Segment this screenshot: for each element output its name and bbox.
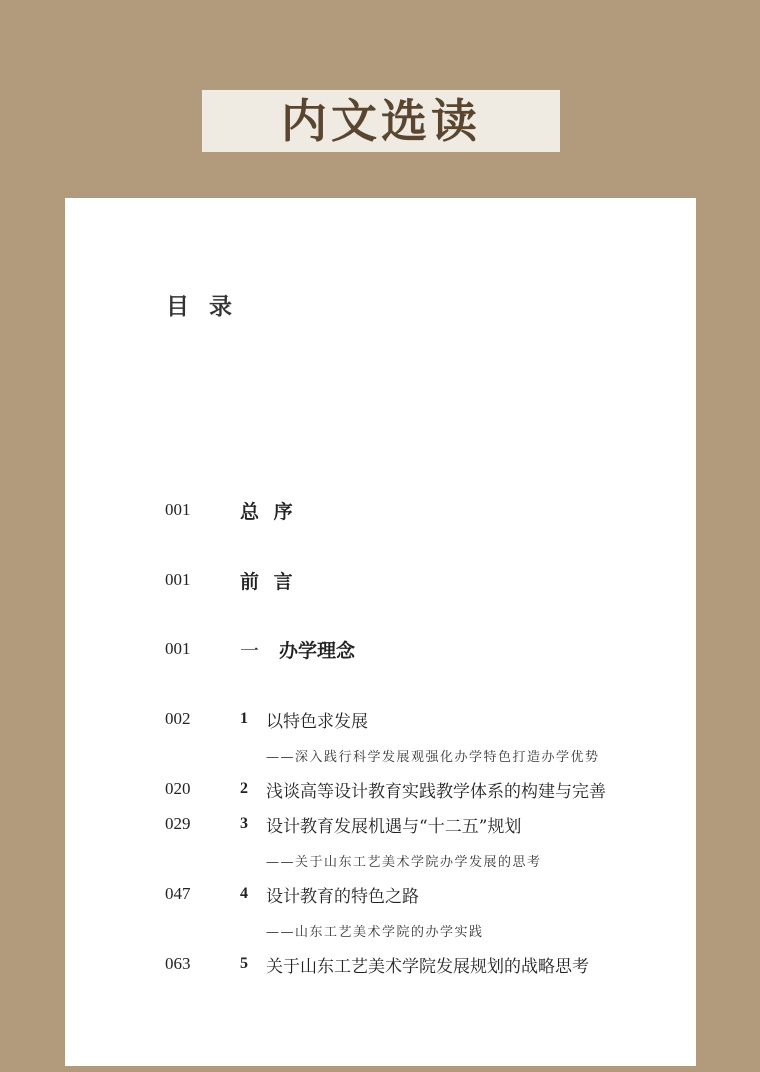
entry-number: 4 <box>240 885 248 902</box>
entry-title: 以特色求发展 <box>266 712 368 732</box>
entry-title: 设计教育发展机遇与“十二五”规划 <box>266 817 522 837</box>
page-number: 029 <box>165 814 191 833</box>
page-number: 063 <box>165 954 191 973</box>
page-number: 001 <box>165 570 191 589</box>
entry-subtitle: ——山东工艺美术学院的办学实践 <box>266 925 484 940</box>
toc-heading: 目 录 <box>166 293 239 320</box>
page-number: 002 <box>165 709 191 728</box>
page-number: 020 <box>165 779 191 798</box>
entry-title: 设计教育的特色之路 <box>266 887 419 907</box>
entry-number: 2 <box>240 780 248 797</box>
banner-title: 内文选读 <box>281 94 481 148</box>
toc-page <box>65 198 696 1066</box>
section-title: 前 言 <box>240 571 297 593</box>
entry-title: 关于山东工艺美术学院发展规划的战略思考 <box>266 957 589 977</box>
page-number: 001 <box>165 639 191 658</box>
entry-number: 5 <box>240 955 248 972</box>
entry-number: 3 <box>240 815 248 832</box>
section-title: 总 序 <box>240 501 297 523</box>
banner <box>202 90 560 152</box>
entry-subtitle: ——深入践行科学发展观强化办学特色打造办学优势 <box>266 750 600 765</box>
entry-subtitle: ——关于山东工艺美术学院办学发展的思考 <box>266 855 542 870</box>
entry-number: 1 <box>240 710 248 727</box>
entry-title: 浅谈高等设计教育实践教学体系的构建与完善 <box>266 782 606 802</box>
chapter-title: 办学理念 <box>279 640 356 662</box>
chapter-number: 一 <box>240 640 260 662</box>
page-number: 047 <box>165 884 191 903</box>
page-number: 001 <box>165 500 191 519</box>
